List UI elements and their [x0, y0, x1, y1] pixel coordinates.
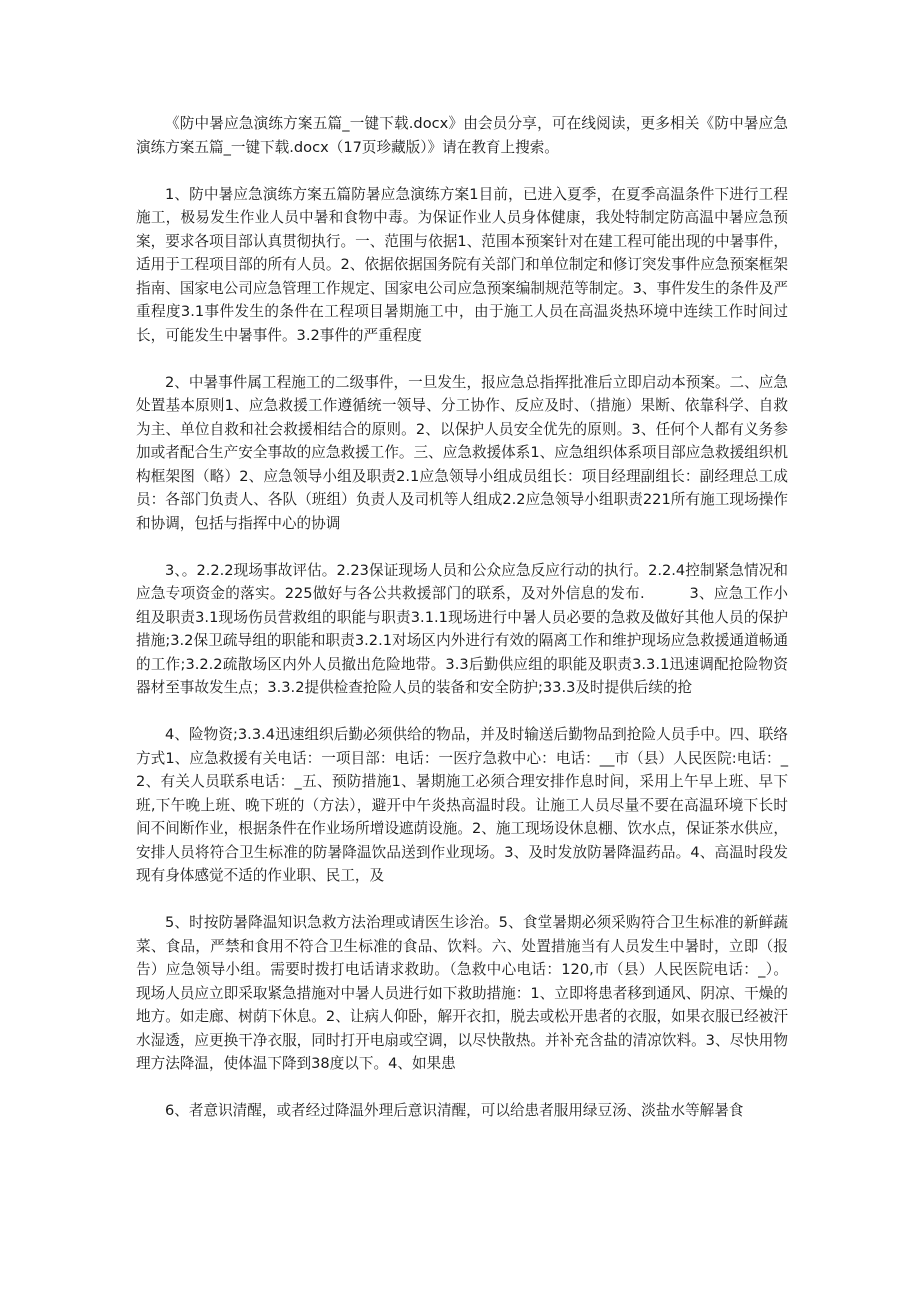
- document-body: [136, 112, 788, 1146]
- document-paragraph-4: 4、险物资;3.3.4迅速组织后勤必须供给的物品，并及时输送后勤物品到抢险人员手中。四、联络方式1、应急救援有关电话：一项目部：电话：一医疗急救中心：电话：__市（县）人民医院:电话：_2、有关人员联系电话：_五、预防措施1、暑期施工必须合理安排作息时间，采用上午早上班、早下班,下午晚上班、晚下班的（方法），避开中午炎热高温时段。让施工人员尽量不要在高温环境下长时间不间断作业，根据条件在作业场所增设遮荫设施。2、施工现场设休息棚、饮水点，保证茶水供应，安排人员将符合卫生标准的防暑降温饮品送到作业现场。3、及时发放防暑降温药品。4、高温时段发现有身体感觉不适的作业职、民工，及: [136, 726, 788, 884]
- document-paragraph-3: 3、。2.2.2现场事故评估。2.23保证现场人员和公众应急反应行动的执行。2.2.4控制紧急情况和应急专项资金的落实。225做好与各公共救援部门的联系，及对外信息的发布. 3、应急工作小组及职责3.1现场伤员营救组的职能与职责3.1.1现场进行中暑人员必要的急救及做好其他人员的保护措施;3.2保卫疏导组的职能和职责3.2.1对场区内外进行有效的隔离工作和维护现场应急救援通道畅通的工作;3.2.2疏散场区内外人员撤出危险地带。3.3后勤供应组的职能及职责3.3.1迅速调配抢险物资器材至事故发生点；3.3.2提供检查抢险人员的装备和安全防护;33.3及时提供后续的抢: [136, 561, 788, 696]
- document-paragraph-2: 2、中暑事件属工程施工的二级事件，一旦发生，报应急总指挥批准后立即启动本预案。二、应急处置基本原则1、应急救援工作遵循统一领导、分工协作、反应及时、（措施）果断、依靠科学、自救为主、单位自救和社会救援相结合的原则。2、以保护人员安全优先的原则。3、任何个人都有义务参加或者配合生产安全事故的应急救援工作。三、应急救援体系1、应急组织体系项目部应急救援组织机构框架图（略）2、应急领导小组及职责2.1应急领导小组成员组长：项目经理副组长：副经理总工成员：各部门负责人、各队（班组）负责人及司机等人组成2.2应急领导小组职责221所有施工现场操作和协调，包括与指挥中心的协调: [136, 373, 788, 532]
- document-paragraph-5: 5、时按防暑降温知识急救方法治理或请医生诊治。5、食堂暑期必须采购符合卫生标准的新鲜蔬菜、食品，严禁和食用不符合卫生标准的食品、饮料。六、处置措施当有人员发生中暑时，立即（报告）应急领导小组。需要时拨打电话请求救助。（急救中心电话：120,市（县）人民医院电话：_）。现场人员应立即采取紧急措施对中暑人员进行如下救助措施：1、立即将患者移到通风、阴凉、干燥的地方。如走廊、树荫下休息。2、让病人仰卧，解开衣扣，脱去或松开患者的衣服，如果衣服已经被汗水湿透，应更换干净衣服，同时打开电扇或空调，以尽快散热。并补充含盐的清凉饮料。3、尽快用物理方法降温，使体温下降到38度以下。4、如果患: [136, 914, 788, 1072]
- document-paragraph-6: 6、者意识清醒，或者经过降温外理后意识清醒，可以给患者服用绿豆汤、淡盐水等解暑食: [165, 1102, 744, 1119]
- document-paragraph-1: 1、防中暑应急演练方案五篇防暑应急演练方案1目前，已进入夏季，在夏季高温条件下进行工程施工，极易发生作业人员中暑和食物中毒。为保证作业人员身体健康，我处特制定防高温中暑应急预案，要求各项目部认真贯彻执行。一、范围与依据1、范围本预案针对在建工程可能出现的中暑事件，适用于工程项目部的所有人员。2、依据依据国务院有关部门和单位制定和修订突发事件应急预案框架指南、国家电公司应急管理工作规定、国家电公司应急预案编制规范等制定。3、事件发生的条件及严重程度3.1事件发生的条件在工程项目暑期施工中，由于施工人员在高温炎热环境中连续工作时间过长，可能发生中暑事件。3.2事件的严重程度: [136, 185, 788, 344]
- document-intro: 《防中暑应急演练方案五篇_一键下载.docx》由会员分享，可在线阅读，更多相关《防中暑应急演练方案五篇_一键下载.docx（17页珍藏版）》请在教育上搜索。: [136, 115, 788, 156]
